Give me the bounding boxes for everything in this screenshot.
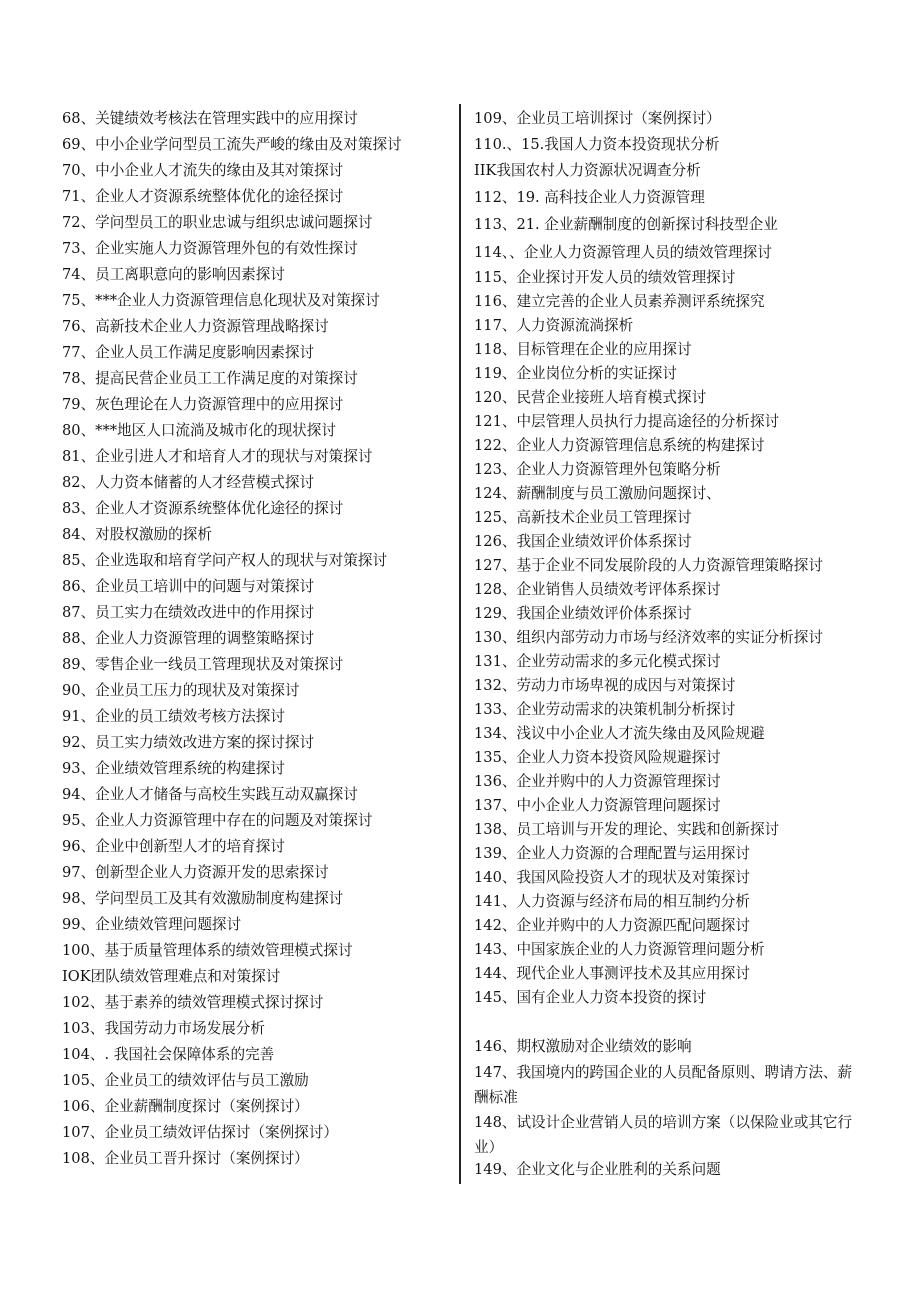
list-item: 148、试设计企业营销人员的培训方案（以保险业或其它行业）: [474, 1114, 853, 1156]
list-item: 120、民营企业接班人培育模式探讨: [474, 389, 707, 406]
list-item: 90、企业员工压力的现状及对策探讨: [62, 682, 300, 699]
list-item: 116、建立完善的企业人员素养测评系统探究: [474, 293, 765, 310]
list-item: 128、企业销售人员绩效考评体系探讨: [474, 581, 721, 598]
list-item: 136、企业并购中的人力资源管理探讨: [474, 773, 721, 790]
list-item: IIK我国农村人力资源状况调查分析: [474, 162, 701, 179]
list-item: 95、企业人力资源管理中存在的问题及对策探讨: [62, 812, 373, 829]
list-item: 122、企业人力资源管理信息系统的构建探讨: [474, 437, 765, 454]
list-item: 132、劳动力市场卑视的成因与对策探讨: [474, 677, 736, 694]
list-item: 117、人力资源流淌探析: [474, 317, 634, 334]
list-item: 123、企业人力资源管理外包策略分析: [474, 461, 721, 478]
list-item: 134、浅议中小企业人才流失缘由及风险规避: [474, 725, 765, 742]
list-item: 77、企业人员工作满足度影响因素探讨: [62, 344, 315, 361]
list-item: 85、企业选取和培育学问产权人的现状与对策探讨: [62, 552, 388, 569]
list-item: 124、薪酬制度与员工激励问题探讨、: [474, 485, 721, 502]
list-item: IOK团队绩效管理难点和对策探讨: [62, 968, 281, 985]
list-item: 74、员工离职意向的影响因素探讨: [62, 266, 285, 283]
list-item: 104、. 我国社会保障体系的完善: [62, 1046, 275, 1063]
list-item: 79、灰色理论在人力资源管理中的应用探讨: [62, 396, 344, 413]
list-item: 100、基于质量管理体系的绩效管理模式探讨: [62, 942, 353, 959]
list-item: 135、企业人力资本投资风险规避探讨: [474, 749, 721, 766]
list-item: 99、企业绩效管理问题探讨: [62, 916, 242, 933]
list-item: 145、国有企业人力资本投资的探讨: [474, 989, 707, 1006]
list-item: 102、基于素养的绩效管理模式探讨探讨: [62, 994, 324, 1011]
list-item: 114、、企业人力资源管理人员的绩效管理探讨: [474, 244, 772, 261]
list-item: 93、企业绩效管理系统的构建探讨: [62, 760, 285, 777]
list-item: 115、企业探讨开发人员的绩效管理探讨: [474, 269, 736, 286]
column-divider: [459, 104, 461, 1184]
list-item: 98、学问型员工及其有效激励制度构建探讨: [62, 890, 344, 907]
list-item: 92、员工实力绩效改进方案的探讨探讨: [62, 734, 315, 751]
list-item: 149、企业文化与企业胜利的关系问题: [474, 1161, 721, 1178]
list-item: 126、我国企业绩效评价体系探讨: [474, 533, 692, 550]
list-item: 88、企业人力资源管理的调整策略探讨: [62, 630, 315, 647]
list-item: 78、提高民营企业员工工作满足度的对策探讨: [62, 370, 358, 387]
list-item: 118、目标管理在企业的应用探讨: [474, 341, 692, 358]
list-item: 103、我国劳动力市场发展分析: [62, 1020, 265, 1037]
list-item: 119、企业岗位分析的实证探讨: [474, 365, 677, 382]
list-item: 127、基于企业不同发展阶段的人力资源管理策略探讨: [474, 557, 823, 574]
list-item: 96、企业中创新型人才的培育探讨: [62, 838, 285, 855]
list-item: 84、对股权激励的探析: [62, 526, 212, 543]
list-item: 142、企业并购中的人力资源匹配问题探讨: [474, 917, 750, 934]
list-item: 89、零售企业一线员工管理现状及对策探讨: [62, 656, 344, 673]
list-item: 133、企业劳动需求的决策机制分析探讨: [474, 701, 736, 718]
list-item: 73、企业实施人力资源管理外包的有效性探讨: [62, 240, 358, 257]
list-item: 131、企业劳动需求的多元化模式探讨: [474, 653, 721, 670]
list-item: 82、人力资本储蓄的人才经营模式探讨: [62, 474, 315, 491]
list-item: 107、企业员工绩效评估探讨（案例探讨）: [62, 1124, 338, 1141]
list-item: 72、学问型员工的职业忠诚与组织忠诚问题探讨: [62, 214, 373, 231]
list-item: 144、现代企业人事测评技术及其应用探讨: [474, 965, 750, 982]
list-item: 129、我国企业绩效评价体系探讨: [474, 605, 692, 622]
list-item: 146、期权激励对企业绩效的影响: [474, 1038, 692, 1055]
list-item: 106、企业薪酬制度探讨（案例探讨）: [62, 1098, 309, 1115]
list-item: 105、企业员工的绩效评估与员工激励: [62, 1072, 309, 1089]
list-item: 94、企业人才储备与高校生实践互动双赢探讨: [62, 786, 358, 803]
list-item: 91、企业的员工绩效考核方法探讨: [62, 708, 285, 725]
list-item: 75、***企业人力资源管理信息化现状及对策探讨: [62, 292, 380, 309]
list-item: 130、组织内部劳动力市场与经济效率的实证分析探讨: [474, 629, 823, 646]
list-item: 143、中国家族企业的人力资源管理问题分析: [474, 941, 765, 958]
list-item: 69、中小企业学问型员工流失严峻的缘由及对策探讨: [62, 136, 402, 153]
list-item: 83、企业人才资源系统整体优化途径的探讨: [62, 500, 344, 517]
list-item: 112、19. 高科技企业人力资源管理: [474, 189, 705, 206]
list-item: 71、企业人才资源系统整体优化的途径探讨: [62, 188, 344, 205]
list-item: 113、21. 企业薪酬制度的创新探讨科技型企业: [474, 216, 778, 233]
list-item: 80、***地区人口流淌及城市化的现状探讨: [62, 422, 336, 439]
list-item: 97、创新型企业人力资源开发的思索探讨: [62, 864, 329, 881]
list-item: 87、员工实力在绩效改进中的作用探讨: [62, 604, 315, 621]
list-item: 81、企业引进人才和培育人才的现状与对策探讨: [62, 448, 373, 465]
list-item: 141、人力资源与经济布局的相互制约分析: [474, 893, 750, 910]
list-item: 138、员工培训与开发的理论、实践和创新探讨: [474, 821, 780, 838]
list-item: 110.、15.我国人力资本投资现状分析: [474, 136, 720, 153]
list-item: 108、企业员工晋升探讨（案例探讨）: [62, 1150, 309, 1167]
list-item: 137、中小企业人力资源管理问题探讨: [474, 797, 721, 814]
list-item: 139、企业人力资源的合理配置与运用探讨: [474, 845, 750, 862]
list-item: 147、我国境内的跨国企业的人员配备原则、聘请方法、薪酬标准: [474, 1064, 853, 1106]
list-item: 109、企业员工培训探讨（案例探讨）: [474, 110, 721, 127]
list-item: 121、中层管理人员执行力提高途径的分析探讨: [474, 413, 780, 430]
list-item: 140、我国风险投资人才的现状及对策探讨: [474, 869, 750, 886]
list-item: 125、高新技术企业员工管理探讨: [474, 509, 692, 526]
list-item: 70、中小企业人才流失的缘由及其对策探讨: [62, 162, 344, 179]
list-item: 76、高新技术企业人力资源管理战略探讨: [62, 318, 329, 335]
list-item: 86、企业员工培训中的问题与对策探讨: [62, 578, 315, 595]
list-item: 68、关键绩效考核法在管理实践中的应用探讨: [62, 110, 358, 127]
